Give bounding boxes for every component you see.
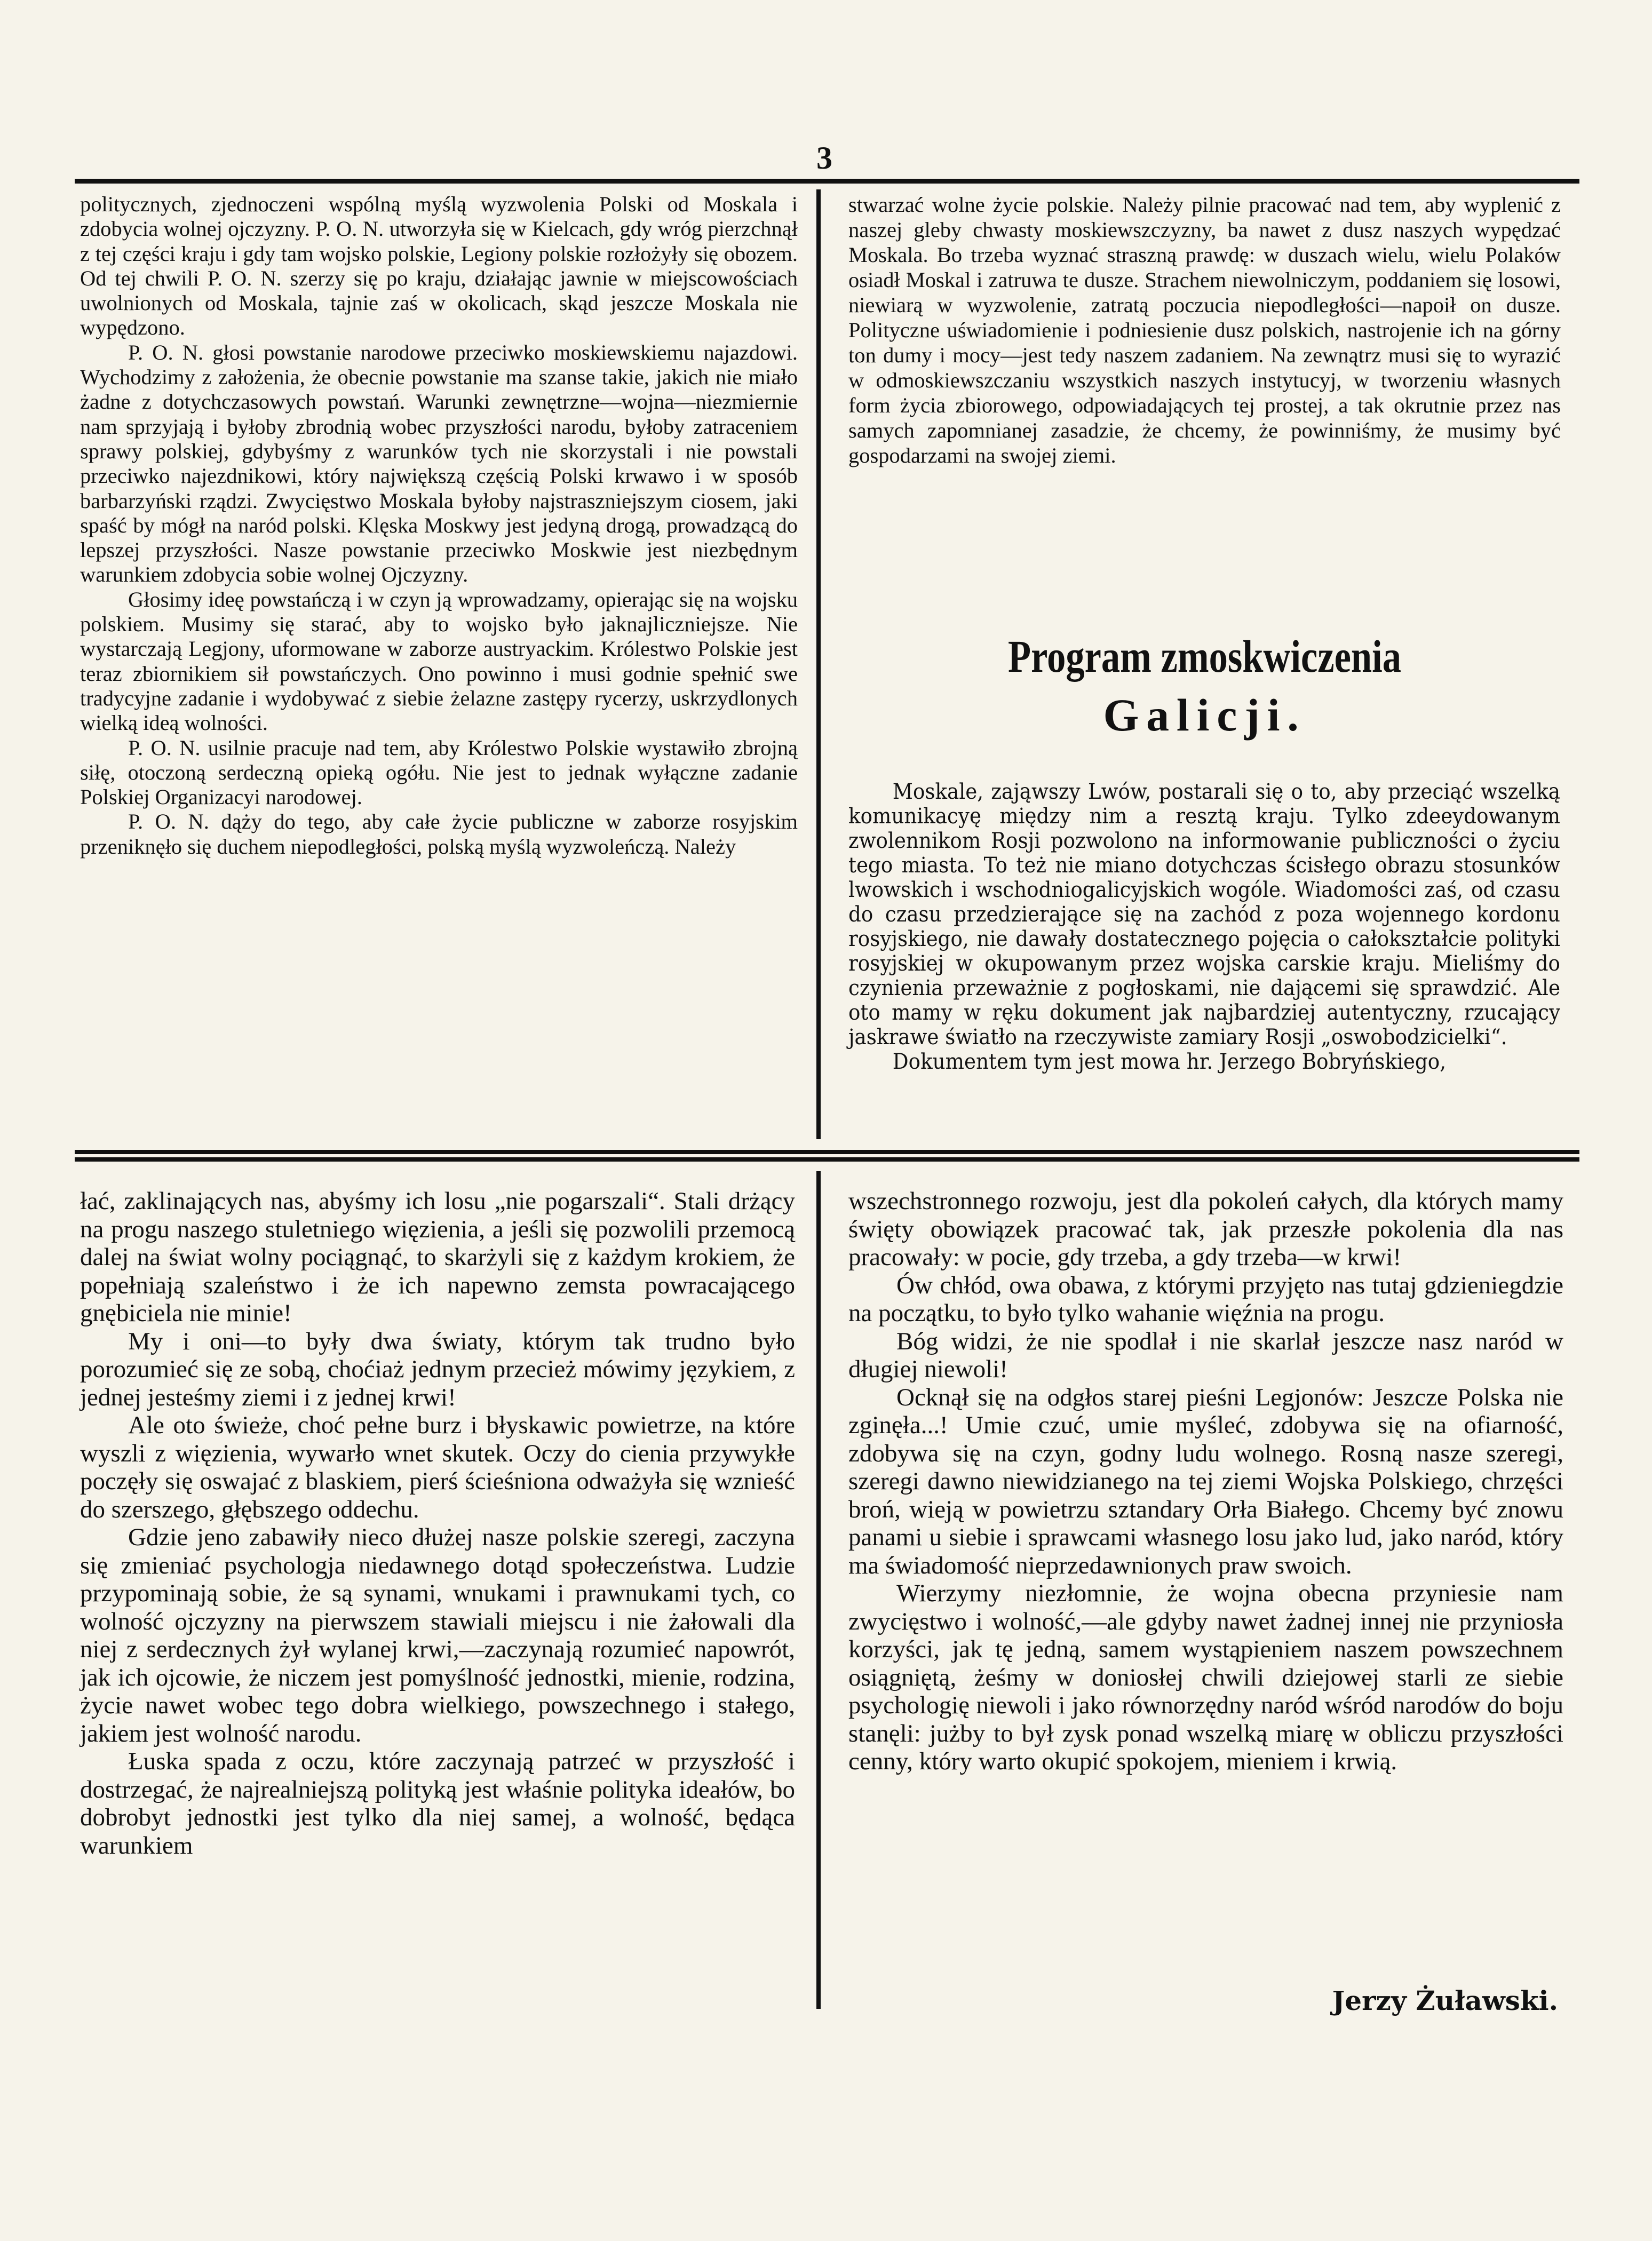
article1-right-column — [848, 192, 1561, 468]
article3-left-paragraph: Gdzie jeno zabawiły nieco dłużej nasze polskie szeregi, zaczyna się zmieniać psychologja niedawnego dotąd społeczeństwa. Ludzie przypominają sobie, że są synami, wnukami i prawnukami tych, co wolność ojczyzny na pierwszem stawiali miejscu i nie żałowali dla niej z serdecznych żył wylanej krwi,—zaczynają rozumieć napowrót, jak ich ojcowie, że niczem jest pomyślność jednostki, mienie, rodzina, życie nawet wobec tego dobra wielkiego, powszechnego i stałego, jakiem jest wolność narodu. — [80, 1523, 795, 1747]
article3-right-column — [848, 1187, 1563, 1776]
article1-left-paragraph: Głosimy ideę powstańczą i w czyn ją wprowadzamy, opierając się na wojsku polskiem. Musimy się starać, aby to wojsko było jaknajliczniejsze. Nie wystarczają Legjony, uformowane w zaborze austryackim. Królestwo Polskie jest teraz zbiornikiem sił powstańczych. Ono powinno i musi godnie spełnić swe tradycyjne zadanie i wydobywać z siebie żelazne zastępy rycerzy, uskrzydlonych wielką ideą wolności. — [80, 587, 798, 735]
article1-left-paragraph: P. O. N. głosi powstanie narodowe przeciwko moskiewskiemu najazdowi. Wychodzimy z założenia, że obecnie powstanie ma szanse takie, jakich nie miało żadne z dotychczasowych powstań. Warunki zewnętrzne—wojna—niezmiernie nam sprzyjają i byłoby zbrodnią wobec przyszłości narodu, byłoby zatraceniem sprawy polskiej, gdybyśmy z warunków tych nie skorzystali i nie powstali przeciwko najezdnikowi, który największą częścią Polski krwawo i w sposób barbarzyński rządzi. Zwycięstwo Moskala byłoby najstraszniejszym ciosem, jaki spaść by mógł na naród polski. Klęska Moskwy jest jedyną drogą, prowadzącą do lepszej przyszłości. Nasze powstanie przeciwko Moskwie jest niezbędnym warunkiem zdobycia sobie wolnej Ojczyzny. — [80, 340, 798, 587]
article3-left-paragraph: Ale oto świeże, choć pełne burz i błyskawic powietrze, na które wyszli z więzienia, wywarło wnet skutek. Oczy do cienia przywykłe poczęły się oswajać z blaskiem, pierś ścieśniona odważyła się wznieść do szerszego, głębszego oddechu. — [80, 1411, 795, 1523]
article3-left-paragraph: łać, zaklinających nas, abyśmy ich losu „nie pogarszali“. Stali drżący na progu naszego stuletniego więzienia, a jeśli się pozwolili przemocą dalej na świat wolny pociągnąć, to skarżyli się z każdym krokiem, że popełniają szaleństwo i że ich napewno zemsta powracającego gnębiciela nie minie! — [80, 1187, 795, 1327]
article1-left-paragraph: politycznych, zjednoczeni wspólną myślą wyzwolenia Polski od Moskala i zdobycia wolnej ojczyzny. P. O. N. utworzyła się w Kielcach, gdy wróg pierzchnął z tej części kraju i gdy tam wojsko polskie, Legiony polskie rozłożyły się obozem. Od tej chwili P. O. N. szerzy się po kraju, działając jawnie w miejscowościach uwolnionych od Moskala, tajnie zaś w okolicach, skąd jeszcze Moskala nie wypędzono. — [80, 192, 798, 340]
article3-right-paragraph: wszechstronnego rozwoju, jest dla pokoleń całych, dla których mamy święty obowiązek pracować tak, jak przeszłe pokolenia dla nas pracowały: w pocie, gdy trzeba, a gdy trzeba—w krwi! — [848, 1187, 1563, 1271]
article2-title-line1: Program zmoskwiczenia — [1007, 631, 1402, 682]
article3-right-paragraph: Bóg widzi, że nie spodlał i nie skarlał jeszcze nasz naród w długiej niewoli! — [848, 1327, 1563, 1383]
article2-headline — [848, 627, 1561, 744]
article3-right-paragraph: Ów chłód, owa obawa, z którymi przyjęto nas tutaj gdzieniegdzie na początku, to było tylko wahanie więźnia na progu. — [848, 1271, 1563, 1327]
article2-paragraph: Moskale, zająwszy Lwów, postarali się o to, aby przeciąć wszelką komunikacyę między nim a resztą kraju. Tylko zdeeydowanym zwolennikom Rosji pozwolono na informowanie publiczności o życiu tego miasta. To też nie miano dotychczas ścisłego obrazu stosunków lwowskich i wschodniogalicyjskich wogóle. Wiadomości zaś, od czasu do czasu przedzierające się na zachód z poza wojennego kordonu rosyjskiego, nie dawały dostatecznego pojęcia o całokształcie polityki rosyjskiej w okupowanym przez wojska carskie kraju. Mieliśmy do czynienia przeważnie z pogłoskami, nie dającemi się sprawdzić. Ale oto mamy w ręku dokument jak najbardziej autentyczny, rzucający jaskrawe światło na rzeczywiste zamiary Rosji „oswobodzicielki“. — [848, 778, 1560, 1050]
article3-left-paragraph: Łuska spada z oczu, które zaczynają patrzeć w przyszłość i dostrzegać, że najrealniejszą polityką jest właśnie polityka ideałów, bo dobrobyt jednostki jest tylko dla niej samej, a wolność, będąca warunkiem — [80, 1747, 795, 1859]
column-divider-top — [816, 189, 821, 1139]
top-rule — [75, 179, 1579, 184]
article2-body — [848, 779, 1560, 1074]
article1-left-paragraph: P. O. N. usilnie pracuje nad tem, aby Królestwo Polskie wystawiło zbrojną siłę, otoczoną serdeczną opieką ogółu. Nie jest to jednak wyłączne zadanie Polskiej Organizacyi narodowej. — [80, 735, 798, 809]
article3-right-paragraph: Wierzymy niezłomnie, że wojna obecna przyniesie nam zwycięstwo i wolność,—ale gdyby nawet żadnej innej nie przyniosła korzyści, jak tę jedną, samem wystąpieniem naszem powszechnem osiągniętą, żeśmy w doniosłej chwili dziejowej starli ze siebie psychologię niewoli i jako równorzędny naród wśród narodów do boju stanęli: jużby to był zysk ponad wszelką miarę w obliczu przyszłości cenny, który warto okupić spokojem, mieniem i krwią. — [848, 1579, 1563, 1775]
article1-right-paragraph: stwarzać wolne życie polskie. Należy pilnie pracować nad tem, aby wyplenić z naszej gleby chwasty moskiewszczyzny, ba nawet z dusz naszych wypędzać Moskala. Bo trzeba wyznać straszną prawdę: w duszach wielu, wielu Polaków osiadł Moskal i zatruwa te dusze. Strachem niewolniczym, poddaniem się losowi, niewiarą w wyzwolenie, zatratą poczucia niepodległości—napoił on dusze. Polityczne uświadomienie i podniesienie dusz polskich, nastrojenie ich na górny ton dumy i mocy—jest tedy naszem zadaniem. Na zewnątrz musi się to wyrazić w odmoskiewszczaniu wszystkich naszych instytucyj, w tworzeniu własnych form życia zbiorowego, odpowiadających tej prostej, a tak okrutnie przez nas samych zapomnianej zasadzie, że chcemy, że powinniśmy, że musimy być gospodarzami na swojej ziemi. — [848, 193, 1561, 467]
author-signature: Jerzy Żuławski. — [1332, 1985, 1558, 2016]
article3-right-paragraph: Ocknął się na odgłos starej pieśni Legjonów: Jeszcze Polska nie zginęła...! Umie czuć, umie myśleć, zdobywa się na ofiarność, zdobywa się na czyn, godny ludu wolnego. Rosną nasze szeregi, szeregi dawno niewidzianego na tej ziemi Wojska Polskiego, chrzęści broń, wieją w powietrzu sztandary Orła Białego. Chcemy być znowu panami u siebie i sprawcami własnego losu jako lud, jako naród, który ma świadomość nieprzedawnionych praw swoich. — [848, 1383, 1563, 1579]
article2-title-line2: Galicji. — [1103, 689, 1306, 741]
section-divider — [75, 1150, 1579, 1162]
article1-left-paragraph: P. O. N. dąży do tego, aby całe życie publiczne w zaborze rosyjskim przeniknęło się duchem niepodległości, polską myślą wyzwoleńczą. Należy — [80, 809, 798, 859]
article3-left-column — [80, 1187, 795, 1859]
article2-paragraph: Dokumentem tym jest mowa hr. Jerzego Bobryńskiego, — [892, 1048, 1447, 1074]
page-number: 3 — [816, 140, 832, 176]
article1-left-column — [80, 192, 798, 859]
article3-left-paragraph: My i oni—to były dwa światy, którym tak trudno było porozumieć się ze sobą, choćiaż jednym przecież mówimy językiem, z jednej jesteśmy ziemi i z jednej krwi! — [80, 1327, 795, 1411]
column-divider-bottom — [816, 1171, 821, 2009]
